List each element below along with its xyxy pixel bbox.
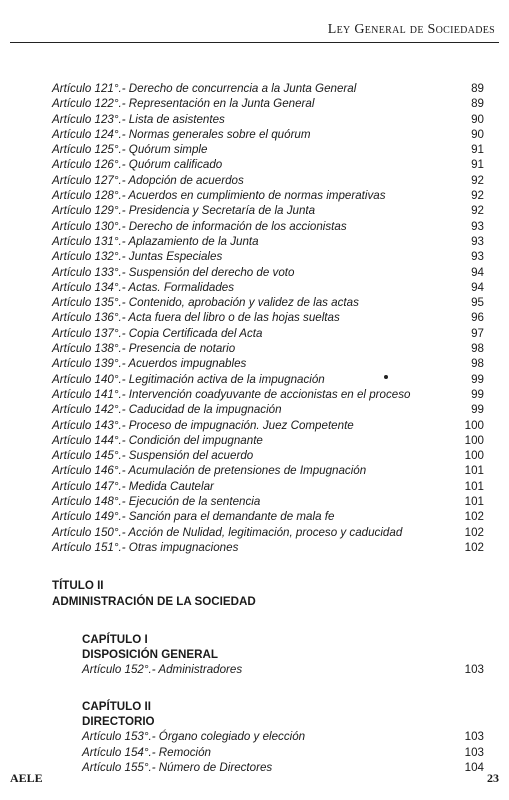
capitulo-1-entries	[82, 662, 484, 677]
entry-page: 102	[464, 525, 484, 539]
toc-entry	[52, 509, 484, 524]
entry-page: 103	[464, 745, 484, 759]
capitulo-2-section	[82, 699, 484, 775]
toc-entry	[52, 326, 484, 341]
entry-label: Artículo 139°.- Acuerdos impugnables	[52, 357, 247, 371]
capitulo-1-section	[82, 632, 484, 678]
entry-page: 95	[471, 296, 484, 310]
entry-label: Artículo 143°.- Proceso de impugnación. Juez Competente	[52, 418, 354, 432]
page-number: 23	[487, 771, 499, 785]
toc-entry	[52, 356, 484, 371]
entry-page: 89	[471, 82, 484, 95]
toc-entry	[52, 219, 484, 234]
entry-label: Artículo 149°.- Sanción para el demandante de mala fe	[52, 510, 335, 524]
entry-page: 91	[471, 143, 484, 157]
entry-page: 99	[471, 403, 484, 417]
entry-label: Artículo 122°.- Representación en la Junta General	[52, 97, 315, 111]
entry-label: Artículo 153°.- Órgano colegiado y elección	[82, 730, 306, 744]
entry-page: 101	[464, 464, 484, 478]
toc-entry	[82, 729, 484, 744]
entry-page: 100	[464, 449, 484, 463]
entry-page: 92	[471, 204, 484, 218]
entry-page: 103	[464, 730, 484, 744]
entry-page: 91	[471, 158, 484, 172]
capitulo-1-heading: CAPÍTULO I	[82, 632, 148, 646]
toc-entry	[52, 173, 484, 188]
entry-label: Artículo 140°.- Legitimación activa de la impugnación	[52, 372, 325, 386]
toc-entry	[52, 448, 484, 463]
entry-page: 103	[464, 663, 484, 677]
toc-entry	[52, 418, 484, 433]
toc-entry	[52, 494, 484, 509]
running-header	[10, 20, 499, 43]
entry-label: Artículo 152°.- Administradores	[82, 663, 243, 677]
entry-page: 99	[471, 372, 484, 386]
entry-label: Artículo 155°.- Número de Directores	[82, 760, 273, 774]
entry-label: Artículo 135°.- Contenido, aprobación y validez de las actas	[52, 296, 359, 310]
toc-entry	[52, 463, 484, 478]
entry-label: Artículo 127°.- Adopción de acuerdos	[52, 173, 244, 187]
entry-label: Artículo 146°.- Acumulación de pretensiones de Impugnación	[52, 464, 367, 478]
capitulo-2-entries	[82, 729, 484, 775]
toc-entry	[52, 310, 484, 325]
entry-list	[52, 81, 484, 555]
entry-label: Artículo 136°.- Acta fuera del libro o de las hojas sueltas	[52, 311, 340, 325]
header-title: Ley General de Sociedades	[327, 22, 495, 37]
toc-entry	[52, 127, 484, 142]
toc-entry	[82, 662, 484, 677]
entry-label: Artículo 147°.- Medida Cautelar	[52, 479, 214, 493]
toc-entry	[82, 745, 484, 760]
toc-entry	[52, 295, 484, 310]
entry-label: Artículo 133°.- Suspensión del derecho de voto	[52, 265, 295, 279]
entry-page: 90	[471, 112, 484, 126]
entry-label: Artículo 142°.- Caducidad de la impugnación	[52, 403, 282, 417]
toc-entry	[52, 249, 484, 264]
toc-entry	[52, 387, 484, 402]
entry-label: Artículo 151°.- Otras impugnaciones	[52, 540, 239, 554]
toc-entry	[52, 402, 484, 417]
capitulo-2-subheading: DIRECTORIO	[82, 714, 155, 728]
entry-label: Artículo 148°.- Ejecución de la sentencia	[52, 495, 261, 509]
entry-page: 92	[471, 189, 484, 203]
entry-page: 99	[471, 387, 484, 401]
entry-label: Artículo 144°.- Condición del impugnante	[52, 433, 263, 447]
entry-page: 100	[464, 418, 484, 432]
entry-label: Artículo 138°.- Presencia de notario	[52, 342, 236, 356]
entry-page: 102	[464, 510, 484, 524]
stray-dot-mark	[384, 375, 388, 379]
toc-entry	[52, 525, 484, 540]
toc-entry	[52, 188, 484, 203]
entry-label: Artículo 130°.- Derecho de información de los accionistas	[52, 219, 347, 233]
toc-entry	[52, 479, 484, 494]
entry-label: Artículo 131°.- Aplazamiento de la Junta	[52, 234, 259, 248]
publisher-mark: AELE	[10, 771, 43, 785]
entry-label: Artículo 126°.- Quórum calificado	[52, 158, 223, 172]
entry-page: 100	[464, 433, 484, 447]
entry-page: 98	[471, 342, 484, 356]
entry-label: Artículo 132°.- Juntas Especiales	[52, 250, 223, 264]
entry-label: Artículo 145°.- Suspensión del acuerdo	[52, 449, 254, 463]
entry-label: Artículo 124°.- Normas generales sobre el quórum	[52, 127, 311, 141]
entry-page: 97	[471, 326, 484, 340]
entry-label: Artículo 141°.- Intervención coadyuvante de accionistas en el proceso	[52, 387, 411, 401]
capitulo-2-heading: CAPÍTULO II	[82, 699, 151, 713]
entry-label: Artículo 154°.- Remoción	[82, 745, 212, 759]
entry-label: Artículo 128°.- Acuerdos en cumplimiento de normas imperativas	[52, 189, 386, 203]
entry-label: Artículo 134°.- Actas. Formalidades	[52, 280, 235, 294]
entry-page: 102	[464, 540, 484, 554]
toc-entry	[52, 81, 484, 96]
entry-page: 90	[471, 127, 484, 141]
entry-page: 101	[464, 479, 484, 493]
entry-label: Artículo 137°.- Copia Certificada del Acta	[52, 326, 263, 340]
toc-entry	[52, 280, 484, 295]
entry-label: Artículo 123°.- Lista de asistentes	[52, 112, 225, 126]
toc-entry	[52, 142, 484, 157]
entry-label: Artículo 121°.- Derecho de concurrencia a la Junta General	[52, 82, 357, 95]
entry-page: 93	[471, 219, 484, 233]
toc-entry	[52, 203, 484, 218]
toc-entry	[52, 96, 484, 111]
entry-page: 104	[464, 760, 484, 774]
toc-entry	[52, 372, 484, 387]
entry-label: Artículo 150°.- Acción de Nulidad, legitimación, proceso y caducidad	[52, 525, 403, 539]
entry-page: 93	[471, 250, 484, 264]
toc-entry	[52, 265, 484, 280]
titulo-subheading: ADMINISTRACIÓN DE LA SOCIEDAD	[52, 594, 256, 608]
entry-page: 89	[471, 97, 484, 111]
toc-entry	[52, 112, 484, 127]
entry-label: Artículo 129°.- Presidencia y Secretaría de la Junta	[52, 204, 316, 218]
entry-page: 94	[471, 280, 484, 294]
titulo-heading: TÍTULO II	[52, 579, 104, 593]
toc-entry	[52, 157, 484, 172]
toc-entry	[52, 433, 484, 448]
toc-entry	[52, 341, 484, 356]
table-of-contents	[52, 81, 484, 775]
entry-page: 96	[471, 311, 484, 325]
entry-page: 101	[464, 495, 484, 509]
entry-page: 94	[471, 265, 484, 279]
toc-entry	[52, 234, 484, 249]
entry-page: 93	[471, 234, 484, 248]
entry-label: Artículo 125°.- Quórum simple	[52, 143, 208, 157]
toc-entry	[52, 540, 484, 555]
entry-page: 98	[471, 357, 484, 371]
capitulo-1-subheading: DISPOSICIÓN GENERAL	[82, 648, 218, 662]
page-footer	[10, 771, 499, 786]
entry-page: 92	[471, 173, 484, 187]
